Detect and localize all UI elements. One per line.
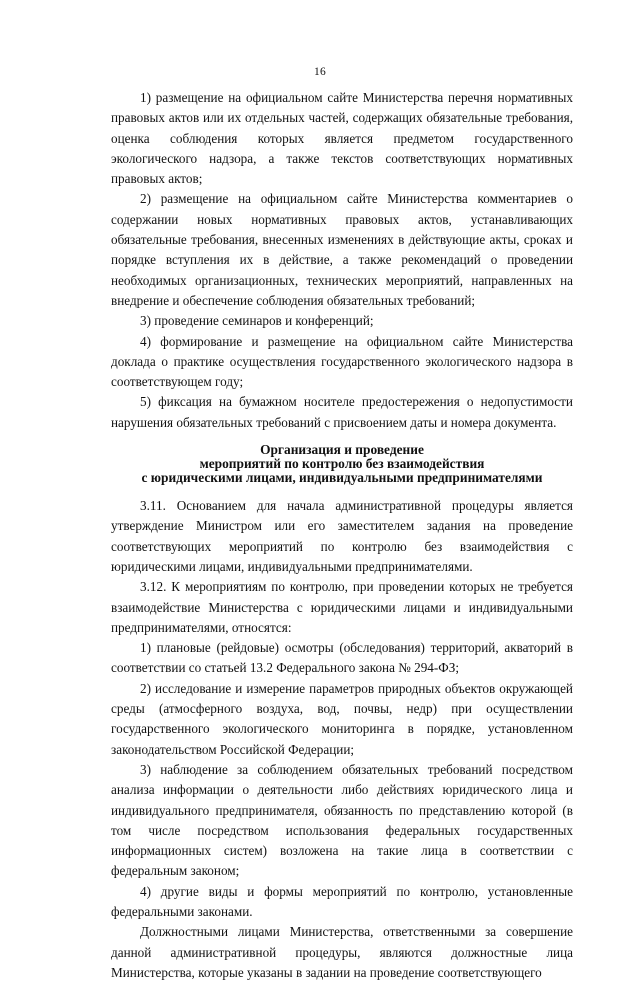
- page-number: 16: [313, 66, 327, 78]
- paragraph-3-11: 3.11. Основанием для начала административной процедуры является утверждение Министром или его заместителем задания на проведение соответствующих мероприятий по контролю без взаимодействия с юридическими лицами, индивидуальными предпринимателями.: [111, 498, 573, 574]
- paragraph-measure-4: 4) другие виды и формы мероприятий по контролю, установленные федеральными законами.: [111, 883, 573, 919]
- document-body: [111, 88, 573, 983]
- section-heading-line-3: с юридическими лицами, индивидуальными предпринимателями: [141, 470, 543, 486]
- paragraph-responsible-officials: Должностными лицами Министерства, ответственными за совершение данной административной процедуры, являются должностные лица Министерства, которые указаны в задании на проведение соответствующего: [111, 924, 573, 980]
- section-heading-line-2: мероприятий по контролю без взаимодействия: [199, 456, 485, 472]
- paragraph-3-12: 3.12. К мероприятиям по контролю, при проведении которых не требуется взаимодействие Министерства с юридическими лицами и индивидуальными предпринимателями, относятся:: [111, 579, 573, 635]
- section-heading-line-1: Организация и проведение: [260, 442, 424, 458]
- paragraph-measure-2: 2) исследование и измерение параметров природных объектов окружающей среды (атмосферного воздуха, вод, почвы, недр) при осуществлении государственного экологического мониторинга в порядке, установленном законодательством Российской Федерации;: [111, 680, 573, 757]
- paragraph-list-item-1: 1) размещение на официальном сайте Министерства перечня нормативных правовых актов или их отдельных частей, содержащих обязательные требования, оценка соблюдения которых является предметом государственного экологического надзора, а также текстов соответствующих нормативных правовых актов;: [111, 90, 573, 187]
- section-heading: [111, 443, 573, 485]
- paragraph-list-item-5: 5) фиксация на бумажном носителе предостережения о недопустимости нарушения обязательных требований с присвоением даты и номера документа.: [111, 394, 573, 430]
- paragraph-list-item-2: 2) размещение на официальном сайте Министерства комментариев о содержании новых нормативных правовых актов, устанавливающих обязательные требования, внесенных изменениях в действующие акты, сроках и порядке вступления их в действие, а также рекомендаций о проведении необходимых организационных, технических мероприятий, направленных на внедрение и обеспечение соблюдения обязательных требований;: [111, 191, 573, 308]
- paragraph-measure-3: 3) наблюдение за соблюдением обязательных требований посредством анализа информации о деятельности либо действиях юридического лица и индивидуального предпринимателя, обязанность по представлению которой (в том числе посредством использования федеральных государственных информационных систем) возложена на такие лица в соответствии с федеральным законом;: [111, 761, 573, 879]
- paragraph-measure-1: 1) плановые (рейдовые) осмотры (обследования) территорий, акваторий в соответствии со статьей 13.2 Федерального закона № 294-ФЗ;: [111, 640, 573, 676]
- paragraph-list-item-4: 4) формирование и размещение на официальном сайте Министерства доклада о практике осуществления государственного экологического надзора в соответствующем году;: [111, 333, 573, 390]
- paragraph-list-item-3: 3) проведение семинаров и конференций;: [140, 313, 374, 329]
